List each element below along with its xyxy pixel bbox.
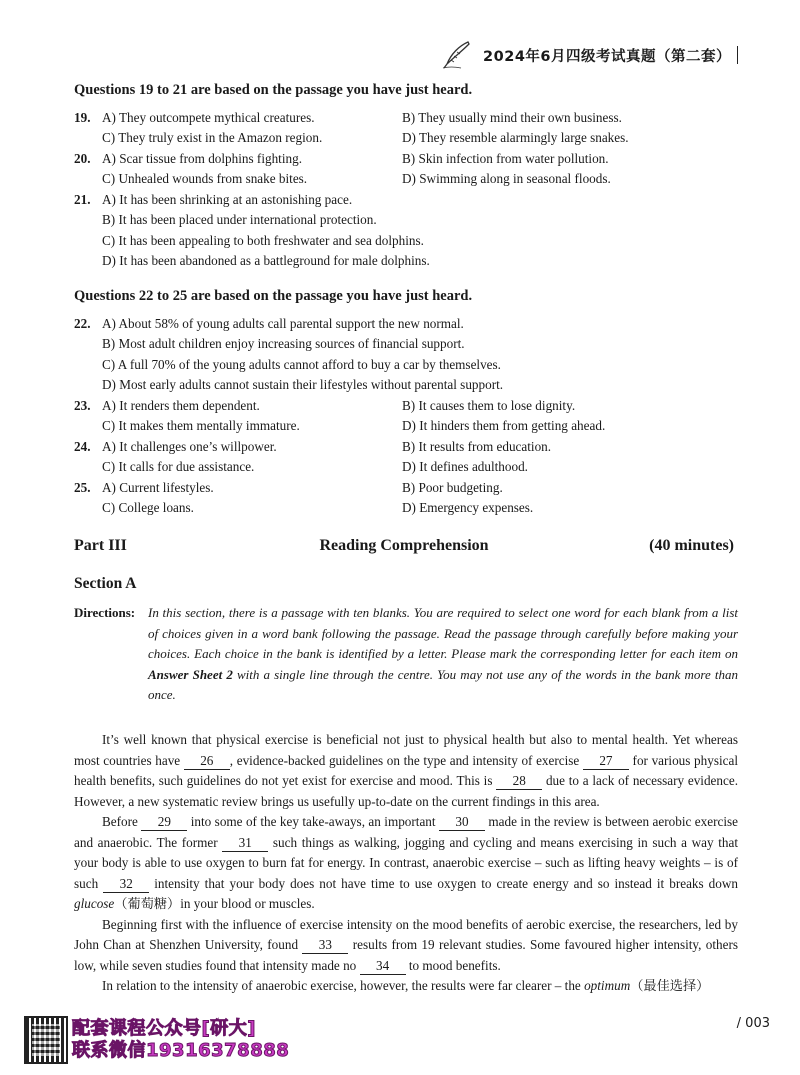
option-c[interactable]: C) It calls for due assistance. (102, 459, 255, 474)
blank-28[interactable]: 28 (496, 773, 542, 790)
option-c[interactable]: C) College loans. (102, 500, 194, 515)
blank-26[interactable]: 26 (184, 753, 230, 770)
question-number: 22. (74, 316, 91, 331)
question-22-row2 (74, 334, 740, 354)
blank-34[interactable]: 34 (360, 958, 406, 975)
term-glucose: glucose (74, 896, 115, 911)
part-label: Part III (74, 537, 127, 554)
question-21-row3 (74, 231, 740, 251)
option-b[interactable]: B) It causes them to lose dignity. (402, 398, 576, 413)
question-25 (74, 478, 740, 498)
page-number: / 003 (736, 1016, 770, 1031)
question-24-row2 (74, 457, 740, 477)
part-name: Reading Comprehension (319, 537, 489, 554)
header-divider (737, 46, 738, 64)
text: Beginning first with the influence of exercise intensity on the mood benefits of aerobic exercise, the researchers, led by John Chan at Shenzhen University, found (74, 916, 738, 952)
option-b[interactable]: B) Poor budgeting. (402, 480, 503, 495)
option-a[interactable]: A) It renders them dependent. (102, 398, 260, 413)
text: due to a lack of necessary evidence. However, a new systematic review brings us usefully up-to-date on the current findings in this area. (74, 773, 738, 809)
question-number: 21. (74, 192, 91, 207)
option-b[interactable]: B) It has been placed under international protection. (102, 212, 377, 227)
reading-passage (74, 730, 738, 997)
text: In relation to the intensity of anaerobic exercise, however, the results were far clearer – the (102, 978, 585, 993)
text: （最佳选择） (630, 978, 710, 993)
question-21-row4 (74, 251, 740, 271)
option-d[interactable]: D) They resemble alarmingly large snakes. (402, 130, 629, 145)
header-title: 2024年6月四级考试真题（第二套） (483, 48, 731, 65)
question-23-row2 (74, 416, 740, 436)
text: results from 19 relevant studies. Some favoured higher intensity, others low, while seven studies found that intensity made no (74, 937, 738, 973)
option-a[interactable]: A) It challenges one’s willpower. (102, 439, 277, 454)
text: made in the review is between aerobic exercise and anaerobic. The former (74, 814, 738, 850)
text: into some of the key take-aways, an important (187, 814, 439, 829)
text: Before (102, 814, 142, 829)
option-d[interactable]: D) Most early adults cannot sustain their lifestyles without parental support. (102, 377, 504, 392)
question-25-row2 (74, 498, 740, 518)
part-time: (40 minutes) (649, 537, 734, 554)
option-c[interactable]: C) Unhealed wounds from snake bites. (102, 171, 308, 186)
text: It’s well known that physical exercise is beneficial not just to physical health but also to mental health. Yet whereas most countries have (74, 732, 738, 768)
blank-27[interactable]: 27 (583, 753, 629, 770)
option-b[interactable]: B) Skin infection from water pollution. (402, 151, 609, 166)
qr-code-icon (24, 1016, 68, 1064)
text: , evidence-backed guidelines on the type and intensity of exercise (229, 752, 583, 768)
question-number: 19. (74, 110, 91, 125)
directions-label: Directions: (74, 605, 136, 620)
option-a[interactable]: A) They outcompete mythical creatures. (102, 110, 315, 125)
option-b[interactable]: B) Most adult children enjoy increasing sources of financial support. (102, 336, 465, 351)
watermark-line-2: 联系微信19316378888 (72, 1040, 290, 1061)
option-c[interactable]: C) They truly exist in the Amazon region. (102, 130, 323, 145)
blank-33[interactable]: 33 (302, 937, 348, 954)
part-heading (74, 537, 734, 559)
watermark-line-1: 配套课程公众号[研大] (72, 1018, 256, 1039)
question-19 (74, 108, 740, 128)
blank-32[interactable]: 32 (103, 876, 149, 893)
paragraph-4 (74, 976, 738, 997)
question-20-row2 (74, 169, 740, 189)
option-c[interactable]: C) A full 70% of the young adults cannot afford to buy a car by themselves. (102, 357, 501, 372)
option-a[interactable]: A) About 58% of young adults call parental support the new normal. (102, 316, 464, 331)
blank-31[interactable]: 31 (222, 835, 268, 852)
option-a[interactable]: A) It has been shrinking at an astonishing pace. (102, 192, 353, 207)
text: （葡萄糖）in your blood or muscles. (114, 896, 315, 911)
option-d[interactable]: D) It hinders them from getting ahead. (402, 418, 606, 433)
text: for various physical health benefits, such guidelines do not yet exist for exercise and mood. This is (74, 752, 738, 788)
question-20 (74, 149, 740, 169)
question-22 (74, 314, 740, 334)
paragraph-1 (74, 730, 738, 812)
question-19-row2 (74, 128, 740, 148)
directions (74, 603, 738, 706)
question-24 (74, 437, 740, 457)
question-number: 24. (74, 439, 91, 454)
option-a[interactable]: A) Scar tissue from dolphins fighting. (102, 151, 302, 166)
watermark (24, 1016, 289, 1064)
answer-sheet-ref: Answer Sheet 2 (148, 666, 233, 682)
group1-title: Questions 19 to 21 are based on the passage you have just heard. (74, 82, 473, 98)
option-c[interactable]: C) It makes them mentally immature. (102, 418, 300, 433)
text: intensity that your body does not have time to use oxygen to create energy and so instead it breaks down (149, 875, 738, 891)
quill-pen-icon (441, 40, 473, 70)
option-b[interactable]: B) They usually mind their own business. (402, 110, 622, 125)
page-header (441, 40, 738, 70)
group2-title: Questions 22 to 25 are based on the passage you have just heard. (74, 288, 473, 304)
option-d[interactable]: D) It has been abandoned as a battleground for male dolphins. (102, 253, 430, 268)
blank-30[interactable]: 30 (439, 814, 485, 831)
text: such things as walking, jogging and cycling and means exercising in such a way that your body is able to use oxygen to burn fat for energy. In contrast, anaerobic exercise – such as lifting heavy weights – is of such (74, 834, 739, 891)
option-d[interactable]: D) Swimming along in seasonal floods. (402, 171, 611, 186)
question-22-row3 (74, 355, 740, 375)
question-23 (74, 396, 740, 416)
paragraph-3 (74, 915, 738, 977)
question-number: 20. (74, 151, 91, 166)
question-21 (74, 190, 740, 210)
directions-text (148, 603, 738, 706)
question-number: 23. (74, 398, 91, 413)
question-number: 25. (74, 480, 91, 495)
option-d[interactable]: D) Emergency expenses. (402, 500, 534, 515)
option-c[interactable]: C) It has been appealing to both freshwater and sea dolphins. (102, 233, 424, 248)
question-21-row2 (74, 210, 740, 230)
option-b[interactable]: B) It results from education. (402, 439, 552, 454)
blank-29[interactable]: 29 (141, 814, 187, 831)
section-heading: Section A (74, 575, 137, 592)
option-d[interactable]: D) It defines adulthood. (402, 459, 528, 474)
term-optimum: optimum (584, 978, 631, 993)
directions-text-part1: In this section, there is a passage with ten blanks. You are required to select one word for each blank from a list of choices given in a word bank following the passage. Read the passage through carefully before making your choices. Each choice in the bank is identified by a letter. Please mark the corresponding letter for each item on (148, 605, 738, 661)
text: to mood benefits. (405, 957, 501, 973)
question-22-row4 (74, 375, 740, 395)
directions-text-part2: with a single line through the centre. You may not use any of the words in the bank more than once. (148, 666, 739, 702)
paragraph-2 (74, 812, 738, 915)
option-a[interactable]: A) Current lifestyles. (102, 480, 214, 495)
